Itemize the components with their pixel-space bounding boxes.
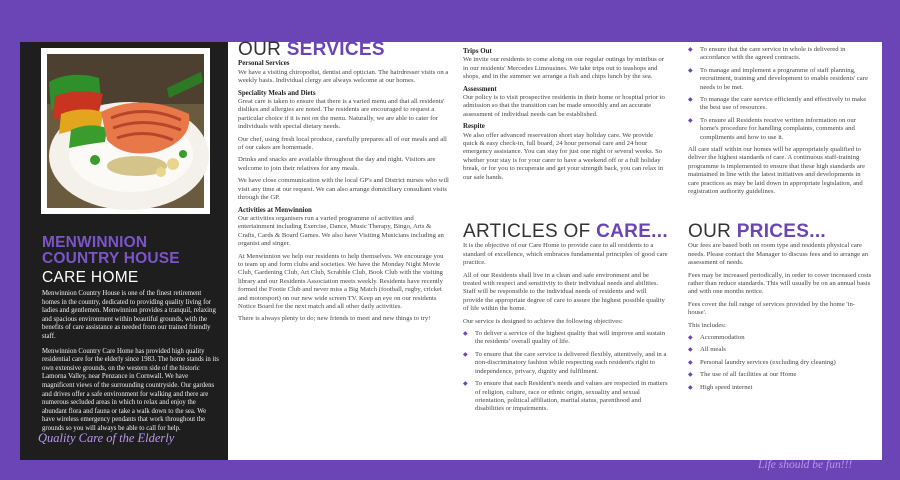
prices-heading: OUR PRICES...: [688, 221, 826, 242]
prices-paragraph-3: Fees cover the full range of services provided by the home 'in-house'.: [688, 300, 856, 317]
articles-paragraph-3: Our service is designed to achieve the following objectives:: [463, 317, 623, 325]
list-item: ◆ Accommodation: [688, 334, 872, 342]
prices-includes-label: This includes:: [688, 321, 726, 329]
list-item: ◆ High speed internet: [688, 384, 872, 392]
prices-paragraph-1: Our fees are based both on room type and residents physical care needs. Please contact the Manager to discuss fees and to arrange an assessment of needs.: [688, 242, 869, 267]
brand-name: MENWINNION COUNTRY HOUSE: [42, 234, 180, 267]
articles-paragraph-2: All of our Residents shall live in a clean and safe environment and be treated with respect and sensitivity to their individual needs and abilities. Staff will be responsible to the individual needs of residents and will provide the appropriate degree of care to assure the highest possible quality of life within the home.: [463, 271, 665, 313]
left-panel: [20, 42, 228, 460]
articles-heading: ARTICLES OF CARE...: [463, 221, 668, 242]
activities-paragraph-3: There is always plenty to do; new friends to meet and new things to try!: [238, 315, 431, 323]
assessment-title: Assessment: [463, 85, 497, 93]
trips-text: We invite our residents to come along on our regular outings by minibus or in our residents' Mercedes Limousines. We take trips out to teashops and shops, and in the summer we arrange a fish and chips lunch by the sea.: [463, 56, 664, 81]
assessment-text: Our policy is to visit prospective residents in their home or hospital prior to admission so that the transition can be made smoothly and an accurate assessment of individual needs can be established.: [463, 94, 665, 118]
staff-paragraph: All care staff within our homes will be appropriately qualified to deliver the highest standards of care. A continuous staff-training programme is implemented to ensure that these high standards are maintained in line with the latest initiatives and developments in care practices as may be laid down in appropriate legislation, and registration authority guidelines.: [688, 146, 865, 196]
meals-paragraph-1: Great care is taken to ensure that there is a varied menu and that all residents' dislikes and allergies are noted. The residents are encouraged to request a particular choice if it is not on the menu. Naturally, we are able to cater for individuals with special dietary needs.: [238, 98, 445, 131]
list-item: ◆ All meals: [688, 346, 872, 354]
objectives-list-continued: [688, 46, 872, 142]
trips-title: Trips Out: [463, 48, 492, 55]
prices-includes-list: [688, 334, 872, 392]
list-item: ◆ To deliver a service of the highest quality that will improve and sustain the residents' overall quality of life.: [463, 330, 668, 347]
meals-paragraph-4: We have close communication with the local GP's and District nurses who will visit any time at our request. We can also arrange domiciliary consultant visits through the GP.: [238, 177, 449, 202]
list-item: ◆ To ensure that the care service in whole is delivered in accordance with the agreed contracts.: [688, 46, 872, 63]
personal-services-text: We have a visiting chiropodist, dentist and optician. The hairdresser visits on a weekly basis. Individual clergy are always welcome at our homes.: [238, 68, 449, 85]
list-item: ◆ To ensure that the care service is delivered flexibly, attentively, and in a non-discriminatory fashion while respecting each resident's right to independence, privacy, dignity and fulfilment.: [463, 351, 668, 376]
activities-title: Activities at Menwinnion: [238, 206, 312, 214]
services-heading: OUR SERVICES: [238, 39, 385, 60]
meals-paragraph-2: Our chef, using fresh local produce, carefully prepares all of our meals and all of our cakes are homemade.: [238, 135, 447, 152]
articles-column: [463, 221, 668, 418]
personal-services-title: Personal Services: [238, 60, 290, 68]
salmon-dish-photo: [41, 48, 210, 214]
services-column: [238, 39, 450, 328]
intro-paragraph-2: Menwinnion Country Care Home has provided high quality residential care for the elderly since 1983. The home stands in its own extensive grounds, on the western side of the historic Lamorna Valley, near Penzance in Cornwall. We have magnificent views of the surrounding countryside. Our gardens and drives offer a safe environment for walking and there are numerous secluded areas in which to relax and enjoy the abundant flora and fauna or take a walk down to the sea. We have wireless emergency pendants that work throughout the grounds so you will always be able to call for help.: [42, 347, 219, 432]
objectives-list: [463, 330, 668, 414]
activities-paragraph-1: Our activities organisers run a varied programme of activities and entertainment including Exercise, Dance, Music Therapy, Bingo, Arts & Crafts, Cards & Board Games. We also have Visiting Musicians including an organist and singer.: [238, 214, 444, 248]
intro-paragraph-1: Menwinnion Country House is one of the finest retirement homes in the country, dedicated to providing quality living for ladies and gentlemen. Menwinnion provides a tranquil, relaxing and spacious environment within beautiful grounds, with the benefits of care assistance as needed from our trained friendly staff.: [42, 290, 216, 340]
food-photo-icon: [41, 48, 210, 214]
slogan: Life should be fun!!!: [758, 459, 853, 471]
meals-title: Speciality Meals and Diets: [238, 89, 316, 97]
list-item: ◆ Personal laundry services (excluding dry cleaning): [688, 359, 872, 367]
brand-subtitle: CARE HOME: [42, 269, 139, 286]
intro-text: [42, 290, 220, 440]
list-item: ◆ The use of all facilities at our Home: [688, 371, 872, 379]
prices-column: [688, 221, 872, 396]
list-item: ◆ To ensure that each Resident's needs and values are respected in matters of religion, culture, race or ethnic origin, sexuality and sexual orientation, political affiliation, marital status, parenthood and disabilities or impairments.: [463, 380, 668, 414]
meals-paragraph-3: Drinks and snacks are available throughout the day and night. Visitors are welcome to join their relatives for any meals.: [238, 156, 436, 172]
right-column: [688, 46, 872, 201]
list-item: ◆ To manage and implement a programme of staff planning, recruitment, training and development to enable residents' care needs to be met.: [688, 67, 872, 92]
list-item: ◆ To ensure all Residents receive written information on our home's procedure for handling complaints, comments and compliments and how to use it.: [688, 117, 872, 142]
prices-paragraph-2: Fees may be increased periodically, in order to cover increased costs rather than reduce standards. This will usually be on an annual basis and with one months notice.: [688, 271, 872, 296]
list-item: ◆ To manage the care service efficiently and effectively to make the best use of resources.: [688, 96, 872, 113]
tagline: Quality Care of the Elderly: [38, 431, 175, 445]
activities-paragraph-2: At Menwinnion we help our residents to help themselves. We encourage you to team up and form clubs and societies. We have the Monday Night Movie Club, Gardening Club, Art Club, Scrabble Club, Book Club with the visiting library and our Residents Association meets weekly. Residents have recently formed the Footie Club and never miss a Big Match (football, rugby, cricket and motorsport) on our new wide screen TV. Keep an eye on our residents Notice Board for the next match and all other daily activities.: [238, 252, 444, 310]
middle-column: [463, 48, 668, 186]
articles-paragraph-1: It is the objective of our Care Home to provide care to all residents to a standard of excellence, which embraces fundamental principles of good care practice.: [463, 242, 668, 267]
respite-text: We also offer advanced reservation short stay holiday care. We provide quick & easy check-in, full board, 24 hour personal care and 24 hour emergency assistance. You can stay for just one night or several weeks. So whether your stay is for your carer to have a weekend off or a full holiday break, or for you to recuperate and get your strength back, you can relax in our safe hands.: [463, 131, 664, 181]
respite-title: Respite: [463, 123, 485, 131]
